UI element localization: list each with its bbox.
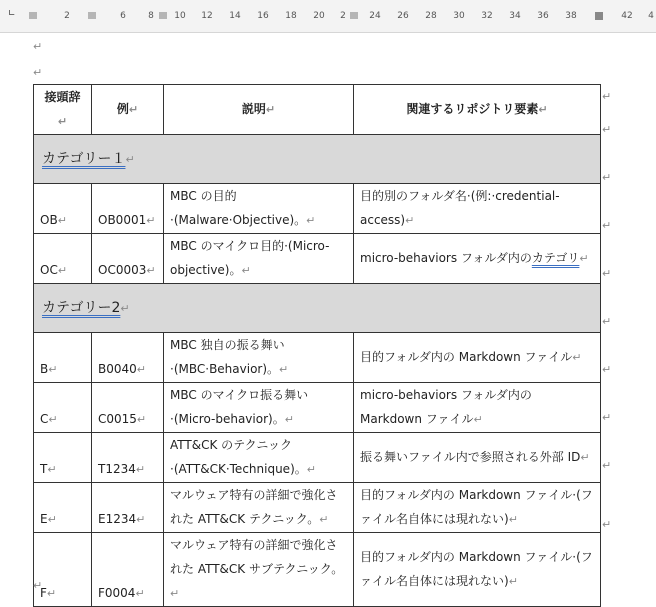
paragraph-mark: ↵: [33, 579, 43, 592]
header-description[interactable]: 説明↵: [164, 85, 354, 135]
ruler-tick: 4: [648, 11, 654, 21]
ruler-tick: 36: [537, 11, 549, 21]
example-cell[interactable]: T1234↵: [92, 433, 164, 483]
description-cell[interactable]: MBC の目的·(Malware·Objective)。↵: [164, 184, 354, 234]
prefix-cell[interactable]: C↵: [34, 383, 92, 433]
example-cell[interactable]: C0015↵: [92, 383, 164, 433]
column-marker[interactable]: [89, 12, 96, 19]
ruler-tick: 2: [64, 11, 70, 21]
row-end-mark: ↵: [602, 411, 612, 424]
table-row: [34, 383, 601, 433]
left-margin-marker[interactable]: [30, 12, 37, 19]
related-element-cell[interactable]: micro-behaviors フォルダ内のカテゴリ↵: [354, 234, 601, 284]
description-cell[interactable]: マルウェア特有の詳細で強化された ATT&CK テクニック。↵: [164, 483, 354, 533]
description-cell[interactable]: ATT&CK のテクニック·(ATT&CK·Technique)。↵: [164, 433, 354, 483]
category-row: [34, 284, 601, 333]
category-cell[interactable]: カテゴリー１↵: [34, 135, 601, 184]
ruler-tick: 28: [425, 11, 437, 21]
description-cell[interactable]: マルウェア特有の詳細で強化された ATT&CK サブテクニック。↵: [164, 533, 354, 607]
category-row: [34, 135, 601, 184]
document-page[interactable]: [0, 33, 656, 600]
ruler-tick: 30: [453, 11, 465, 21]
ruler-tick: 16: [257, 11, 269, 21]
horizontal-ruler[interactable]: [0, 0, 656, 33]
table-row: [34, 184, 601, 234]
row-end-mark: ↵: [602, 171, 612, 184]
ruler-tick: 8: [148, 11, 154, 21]
category-label: カテゴリー１: [42, 150, 126, 167]
example-cell[interactable]: F0004↵: [92, 533, 164, 607]
category-label: カテゴリー2: [42, 299, 121, 316]
prefix-cell[interactable]: OB↵: [34, 184, 92, 234]
ruler-tick: 2: [340, 11, 346, 21]
spellcheck-underlined-text[interactable]: カテゴリ: [531, 251, 580, 265]
tab-selector-icon[interactable]: ∟: [8, 9, 16, 19]
ruler-tick: 18: [285, 11, 297, 21]
example-cell[interactable]: B0040↵: [92, 333, 164, 383]
table-row: [34, 433, 601, 483]
table-row: [34, 533, 601, 607]
row-end-mark: ↵: [602, 267, 612, 280]
header-example[interactable]: 例↵: [92, 85, 164, 135]
repository-table[interactable]: [33, 84, 601, 607]
row-end-mark: ↵: [602, 459, 612, 472]
table-header-row: [34, 85, 601, 135]
row-end-mark: ↵: [602, 315, 612, 328]
column-marker[interactable]: [160, 12, 167, 19]
ruler-tick: 32: [481, 11, 493, 21]
example-cell[interactable]: OB0001↵: [92, 184, 164, 234]
related-element-cell[interactable]: 目的フォルダ内の Markdown ファイル↵: [354, 333, 601, 383]
related-element-cell[interactable]: micro-behaviors フォルダ内の Markdown ファイル↵: [354, 383, 601, 433]
ruler-tick: 10: [174, 11, 186, 21]
ruler-tick: 34: [509, 11, 521, 21]
header-related-element[interactable]: 関連するリポジトリ要素↵: [354, 85, 601, 135]
related-element-cell[interactable]: 目的フォルダ内の Markdown ファイル·(ファイル名自体には現れない)↵: [354, 533, 601, 607]
ruler-tick: 20: [313, 11, 325, 21]
prefix-cell[interactable]: B↵: [34, 333, 92, 383]
description-cell[interactable]: MBC 独自の振る舞い·(MBC·Behavior)。↵: [164, 333, 354, 383]
prefix-cell[interactable]: F↵: [34, 533, 92, 607]
example-cell[interactable]: E1234↵: [92, 483, 164, 533]
row-end-mark: ↵: [602, 363, 612, 376]
row-end-mark: ↵: [602, 219, 612, 232]
description-cell[interactable]: MBC のマイクロ目的·(Micro-objective)。↵: [164, 234, 354, 284]
table-row: [34, 483, 601, 533]
table-row: [34, 234, 601, 284]
ruler-tick: 42: [621, 11, 633, 21]
ruler-tick: 14: [229, 11, 241, 21]
column-marker[interactable]: [351, 12, 358, 19]
related-element-cell[interactable]: 振る舞いファイル内で参照される外部 ID↵: [354, 433, 601, 483]
ruler-tick: 6: [120, 11, 126, 21]
prefix-cell[interactable]: E↵: [34, 483, 92, 533]
related-element-cell[interactable]: 目的フォルダ内の Markdown ファイル·(ファイル名自体には現れない)↵: [354, 483, 601, 533]
row-end-mark: ↵: [602, 518, 612, 531]
description-cell[interactable]: MBC のマイクロ振る舞い·(Micro-behavior)。↵: [164, 383, 354, 433]
category-cell[interactable]: カテゴリー2↵: [34, 284, 601, 333]
table-row: [34, 333, 601, 383]
example-cell[interactable]: OC0003↵: [92, 234, 164, 284]
related-element-cell[interactable]: 目的別のフォルダ名·(例:·credential-access)↵: [354, 184, 601, 234]
ruler-tick: 24: [369, 11, 381, 21]
header-prefix[interactable]: 接頭辞↵: [34, 85, 92, 135]
prefix-cell[interactable]: T↵: [34, 433, 92, 483]
row-end-mark: ↵: [602, 90, 612, 103]
paragraph-mark: ↵: [33, 66, 43, 79]
right-indent-marker[interactable]: [595, 12, 603, 20]
prefix-cell[interactable]: OC↵: [34, 234, 92, 284]
ruler-tick: 38: [565, 11, 577, 21]
ruler-tick: 12: [201, 11, 213, 21]
row-end-mark: ↵: [602, 123, 612, 136]
paragraph-mark: ↵: [33, 40, 43, 53]
ruler-tick: 26: [397, 11, 409, 21]
